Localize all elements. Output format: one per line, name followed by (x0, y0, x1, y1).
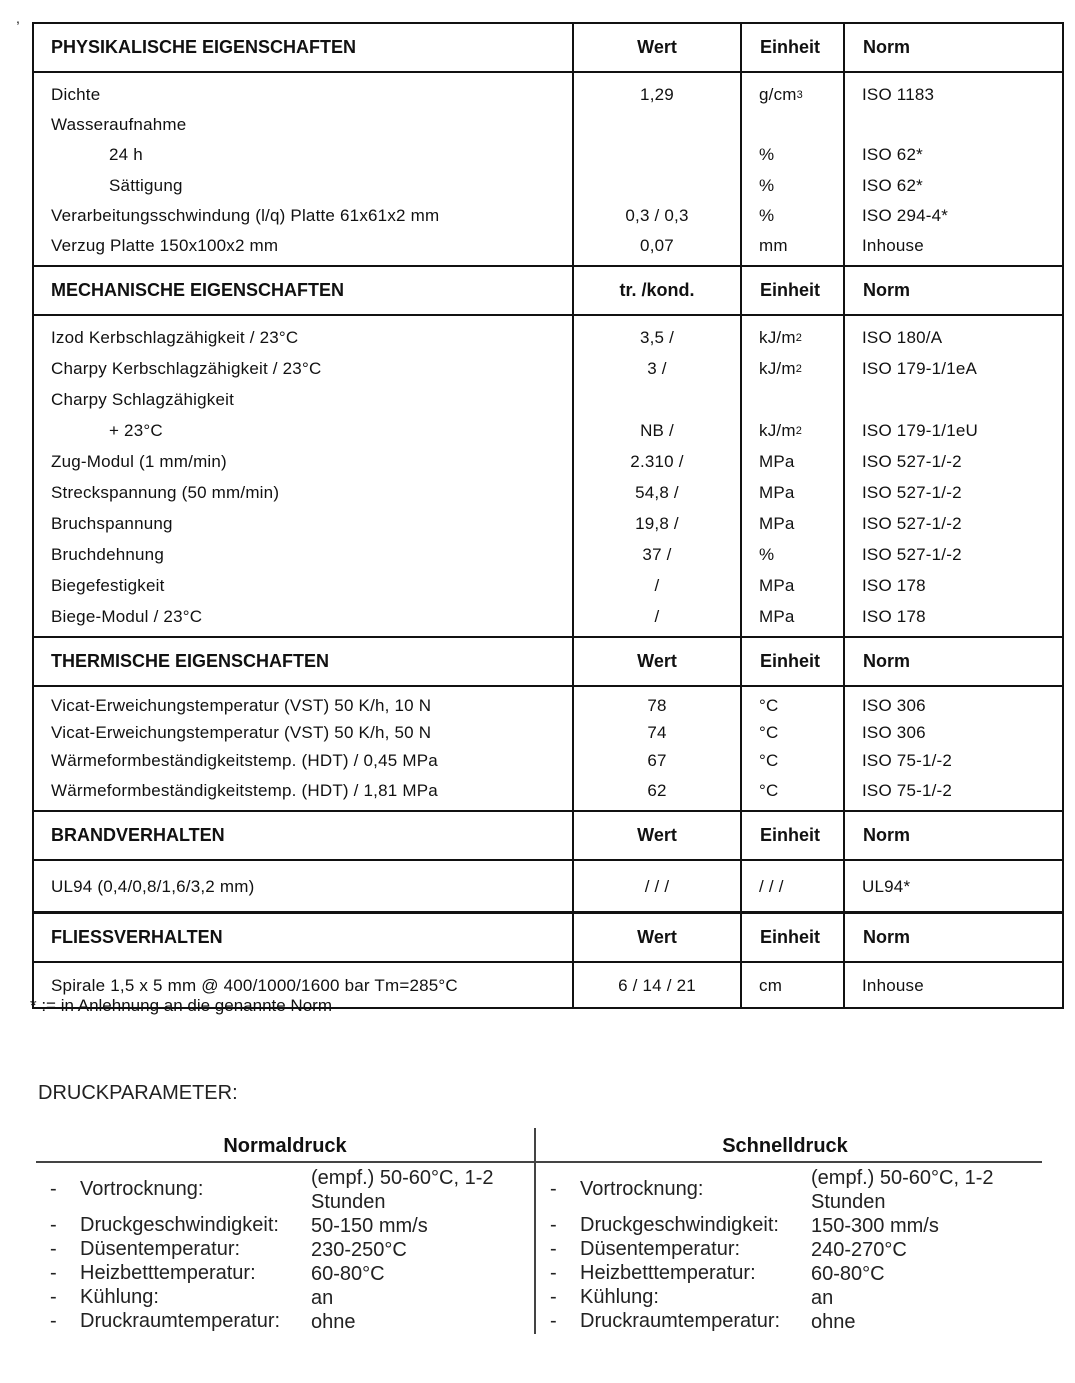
section-2 (34, 636, 1062, 810)
unit-text: °C (759, 781, 779, 800)
property-norm: ISO 527-1/-2 (862, 451, 962, 471)
property-value: 0,3 / 0,3 (625, 206, 689, 225)
property-norm: ISO 527-1/-2 (862, 544, 962, 564)
property-label: Zug-Modul (1 mm/min) (51, 451, 227, 471)
property-value (574, 111, 740, 139)
column-1 (34, 861, 574, 911)
property-unit (759, 446, 843, 477)
parameter-label: Druckgeschwindigkeit: (580, 1214, 779, 1236)
column-3 (742, 73, 845, 265)
parameter-row (536, 1262, 1034, 1286)
property-norm: UL94* (862, 877, 911, 896)
parameter-row (36, 1214, 534, 1238)
parameter-value: 150-300 mm/s (811, 1215, 939, 1237)
property-unit (759, 170, 843, 201)
property-norm (862, 384, 1062, 415)
norm-header: Norm (845, 267, 1062, 316)
bullet-dash: - (550, 1178, 557, 1200)
header-rule (36, 1161, 1042, 1163)
parameter-row (536, 1166, 1034, 1214)
column-heading: Normaldruck (223, 1135, 347, 1157)
unit-text: °C (759, 696, 779, 715)
property-unit: kJ/m 2 (759, 358, 803, 378)
unit-text: MPa (759, 451, 795, 471)
bullet-dash: - (550, 1238, 557, 1260)
property-norm: ISO 179-1/1eU (862, 420, 978, 440)
property-norm: ISO 527-1/-2 (862, 513, 962, 533)
property-label: Izod Kerbschlagzähigkeit / 23°C (51, 327, 299, 347)
unit-text: °C (759, 722, 779, 742)
parameter-value: 240-270°C (811, 1239, 907, 1261)
column-1 (34, 73, 574, 265)
norm-header: Norm (845, 914, 1062, 963)
section-title: BRANDVERHALTEN (34, 812, 574, 861)
property-value (574, 170, 740, 201)
unit-text: MPa (759, 513, 795, 533)
column-2 (574, 316, 742, 636)
parameter-list (536, 1166, 1034, 1334)
unit-text: kJ/m (759, 420, 796, 440)
unit-text: % (759, 144, 775, 164)
bullet-dash: - (550, 1214, 557, 1236)
parameter-label: Vortrocknung: (80, 1178, 204, 1200)
property-norm: ISO 1183 (862, 85, 935, 104)
unit-header: Einheit (742, 812, 845, 861)
property-label: Wärmeformbeständigkeitstemp. (HDT) / 1,81 MPa (51, 781, 438, 800)
bullet-dash: - (50, 1262, 57, 1284)
column-4 (845, 861, 1062, 911)
property-unit (759, 746, 843, 776)
section-0 (34, 24, 1062, 265)
column-2 (574, 687, 742, 810)
parameter-value: 60-80°C (311, 1263, 385, 1285)
parameter-value: (empf.) 50-60°C, 1-2 Stunden (311, 1167, 494, 1213)
parameter-row (536, 1238, 1034, 1262)
property-value: 6 / 14 / 21 (618, 976, 696, 995)
property-norm: ISO 62* (862, 175, 923, 195)
value-header: Wert (574, 812, 742, 861)
section-3 (34, 810, 1062, 911)
property-unit (759, 201, 843, 231)
property-norm: Inhouse (862, 976, 924, 995)
unit-text: % (759, 175, 775, 195)
property-label: 24 h (109, 144, 143, 164)
property-value (574, 384, 740, 415)
section-title: FLIESSVERHALTEN (34, 914, 574, 963)
stray-mark: , (16, 10, 20, 26)
unit-text: MPa (759, 606, 795, 626)
property-norm: Inhouse (862, 236, 924, 255)
property-norm: ISO 178 (862, 606, 926, 626)
property-unit (759, 570, 843, 601)
property-unit: g/cm 3 (759, 85, 803, 104)
property-unit (759, 477, 843, 508)
section-4 (34, 911, 1062, 1007)
property-norm: ISO 179-1/1eA (862, 358, 978, 378)
property-norm: ISO 294-4* (862, 206, 949, 225)
property-label: UL94 (0,4/0,8/1,6/3,2 mm) (51, 877, 255, 896)
bullet-dash: - (550, 1286, 557, 1308)
property-unit (759, 539, 843, 570)
property-unit (759, 969, 843, 1003)
property-label: + 23°C (109, 420, 163, 440)
unit-header: Einheit (742, 24, 845, 73)
property-unit (759, 776, 843, 806)
bullet-dash: - (550, 1310, 557, 1332)
property-value: NB / (640, 420, 674, 440)
column-2 (574, 861, 742, 911)
parameter-row (536, 1214, 1034, 1238)
norm-header: Norm (845, 24, 1062, 73)
property-norm (862, 111, 1062, 139)
section-title: THERMISCHE EIGENSCHAFTEN (34, 638, 574, 687)
column-4 (845, 73, 1062, 265)
property-norm: ISO 62* (862, 144, 923, 164)
bullet-dash: - (50, 1310, 57, 1332)
property-norm: ISO 75-1/-2 (862, 751, 953, 770)
unit-text: cm (759, 976, 783, 995)
property-label: Sättigung (109, 175, 183, 195)
property-value: 19,8 / (635, 513, 679, 533)
parameter-list (36, 1166, 534, 1334)
property-norm: ISO 75-1/-2 (862, 781, 953, 800)
parameter-label: Vortrocknung: (580, 1178, 704, 1200)
property-label: Verzug Platte 150x100x2 mm (51, 236, 279, 255)
column-1 (34, 687, 574, 810)
property-label: Bruchdehnung (51, 544, 164, 564)
unit-text: % (759, 544, 775, 564)
parameter-value: an (311, 1287, 334, 1309)
property-norm: ISO 306 (862, 696, 926, 715)
parameter-value: 230-250°C (311, 1239, 407, 1261)
column-3 (742, 861, 845, 911)
property-norm: ISO 306 (862, 722, 926, 742)
bullet-dash: - (50, 1286, 57, 1308)
property-unit (759, 231, 843, 261)
parameter-row (536, 1310, 1034, 1334)
property-label: Dichte (51, 85, 101, 104)
parameter-value: 60-80°C (811, 1263, 885, 1285)
property-unit (759, 384, 843, 415)
unit-text: kJ/m (759, 327, 796, 347)
unit-text: MPa (759, 575, 795, 595)
property-label: Biege-Modul / 23°C (51, 606, 203, 626)
property-value: 2.310 / (630, 451, 684, 471)
druckparameter-table (36, 1128, 1042, 1334)
bullet-dash: - (550, 1262, 557, 1284)
property-label: Spirale 1,5 x 5 mm @ 400/1000/1600 bar Tm=285°C (51, 976, 458, 995)
property-value: / (654, 575, 660, 595)
property-value: / (654, 606, 660, 626)
parameter-label: Kühlung: (80, 1286, 159, 1308)
property-value: 74 (647, 722, 667, 742)
parameter-row (36, 1262, 534, 1286)
parameter-row (36, 1310, 534, 1334)
property-unit (759, 111, 843, 139)
property-unit (759, 508, 843, 539)
property-value (574, 139, 740, 170)
unit-text: °C (759, 751, 779, 770)
parameter-label: Druckraumtemperatur: (80, 1310, 281, 1332)
property-unit (759, 139, 843, 170)
column-3 (742, 316, 845, 636)
bullet-dash: - (50, 1178, 57, 1200)
column-4 (845, 687, 1062, 810)
unit-text: MPa (759, 482, 795, 502)
property-value: 3,5 / (639, 327, 675, 347)
section-1 (34, 265, 1062, 636)
bullet-dash: - (50, 1238, 57, 1260)
parameter-row (36, 1238, 534, 1262)
property-label: Vicat-Erweichungstemperatur (VST) 50 K/h, 50 N (51, 722, 432, 742)
parameter-label: Kühlung: (580, 1286, 659, 1308)
property-value: 37 / (642, 544, 672, 564)
property-unit (759, 719, 843, 746)
unit-header: Einheit (742, 267, 845, 316)
property-norm: ISO 527-1/-2 (862, 482, 962, 502)
property-norm: ISO 180/A (862, 327, 943, 347)
parameter-label: Heizbetttemperatur: (80, 1262, 256, 1284)
property-unit: kJ/m 2 (759, 420, 803, 440)
column-1 (34, 316, 574, 636)
property-label: Streckspannung (50 mm/min) (51, 482, 280, 502)
parameter-value: ohne (811, 1311, 856, 1333)
parameter-row (536, 1286, 1034, 1310)
parameter-label: Düsentemperatur: (80, 1238, 241, 1260)
property-unit (759, 693, 843, 719)
value-header: tr. /kond. (574, 267, 742, 316)
property-label: Charpy Schlagzähigkeit (51, 389, 234, 409)
bullet-dash: - (50, 1214, 57, 1236)
column-4 (845, 316, 1062, 636)
property-label: Bruchspannung (51, 513, 173, 533)
norm-header: Norm (845, 638, 1062, 687)
property-label: Wasseraufnahme (51, 115, 187, 134)
unit-text: g/cm (759, 85, 797, 104)
parameter-label: Druckraumtemperatur: (580, 1310, 781, 1332)
property-norm: ISO 178 (862, 575, 926, 595)
property-value: 0,07 (640, 236, 674, 255)
druckparameter-title: DRUCKPARAMETER: (38, 1082, 238, 1104)
column-4 (845, 963, 1062, 1007)
property-unit (759, 867, 843, 907)
unit-text: kJ/m (759, 358, 796, 378)
parameter-row (36, 1286, 534, 1310)
column-3 (742, 687, 845, 810)
property-label: Biegefestigkeit (51, 575, 165, 595)
value-header: Wert (574, 914, 742, 963)
unit-header: Einheit (742, 638, 845, 687)
property-unit: kJ/m 2 (759, 327, 803, 347)
section-title: MECHANISCHE EIGENSCHAFTEN (34, 267, 574, 316)
unit-text: mm (759, 236, 788, 255)
column-2 (574, 73, 742, 265)
property-value: 1,29 (640, 85, 674, 104)
footnote: * := in Anlehnung an die genannte Norm (30, 996, 332, 1015)
property-label: Vicat-Erweichungstemperatur (VST) 50 K/h, 10 N (51, 696, 432, 715)
section-title: PHYSIKALISCHE EIGENSCHAFTEN (34, 24, 574, 73)
unit-text: % (759, 206, 775, 225)
property-label: Verarbeitungsschwindung (l/q) Platte 61x61x2 mm (51, 206, 440, 225)
property-unit (759, 601, 843, 632)
norm-header: Norm (845, 812, 1062, 861)
property-value: 62 (647, 781, 667, 800)
property-value: / / / (644, 877, 670, 896)
value-header: Wert (574, 638, 742, 687)
parameter-value: an (811, 1287, 834, 1309)
parameter-label: Druckgeschwindigkeit: (80, 1214, 279, 1236)
value-header: Wert (574, 24, 742, 73)
parameter-value: ohne (311, 1311, 356, 1333)
property-value: 67 (647, 751, 667, 770)
column-heading: Schnelldruck (722, 1135, 848, 1157)
property-value: 78 (647, 696, 667, 715)
property-value: 54,8 / (635, 482, 679, 502)
parameter-row (36, 1166, 534, 1214)
parameter-value: (empf.) 50-60°C, 1-2 Stunden (811, 1167, 994, 1213)
parameter-label: Düsentemperatur: (580, 1238, 741, 1260)
properties-table (32, 22, 1064, 1009)
unit-text: / / / (759, 877, 784, 896)
property-label: Wärmeformbeständigkeitstemp. (HDT) / 0,45 MPa (51, 751, 438, 770)
property-value: 3 / (647, 358, 667, 378)
parameter-value: 50-150 mm/s (311, 1215, 428, 1237)
column-2 (574, 963, 742, 1007)
parameter-label: Heizbetttemperatur: (580, 1262, 756, 1284)
property-label: Charpy Kerbschlagzähigkeit / 23°C (51, 358, 322, 378)
column-3 (742, 963, 845, 1007)
unit-header: Einheit (742, 914, 845, 963)
